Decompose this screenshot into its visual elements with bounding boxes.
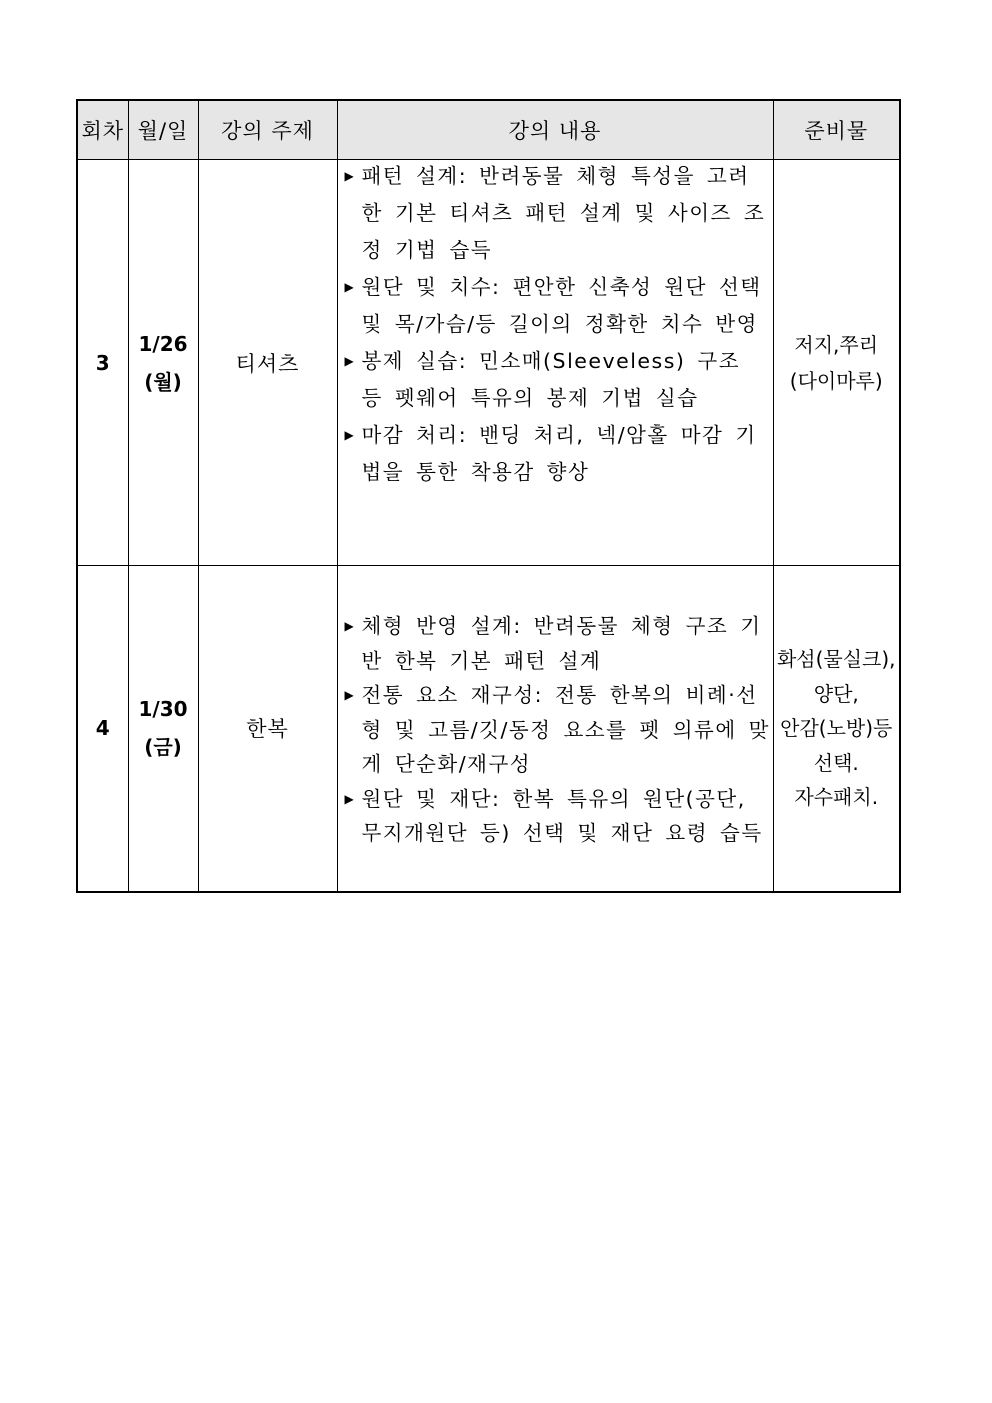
triangle-right-icon: ▶ [344, 791, 356, 806]
weekday-value: (금) [144, 735, 182, 760]
header-date: 월/일 [128, 100, 198, 160]
content-text: 마감 처리: 밴딩 처리, 넥/암홀 마감 기법을 통한 착용감 향상 [361, 423, 757, 484]
session-number: 3 [77, 160, 128, 566]
date-value: 1/26 [138, 331, 188, 356]
session-date [128, 566, 198, 892]
list-item [338, 678, 773, 782]
material-item: (다이마루) [789, 368, 883, 393]
content-text: 봉제 실습: 민소매(Sleeveless) 구조 등 펫웨어 특유의 봉제 기법 실습 [361, 349, 741, 410]
lecture-content [337, 566, 773, 892]
material-item: 안감(노방)등 [780, 716, 893, 740]
list-item [338, 782, 773, 851]
content-list [338, 609, 773, 851]
content-text: 패턴 설계: 반려동물 체형 특성을 고려한 기본 티셔츠 패턴 설계 및 사이즈 조정 기법 습득 [361, 164, 766, 262]
content-list [338, 158, 773, 491]
triangle-right-icon: ▶ [344, 688, 356, 702]
lecture-schedule-table [76, 99, 901, 893]
lecture-topic: 한복 [198, 566, 337, 892]
weekday-value: (월) [144, 369, 182, 394]
list-item [338, 417, 773, 491]
table-header-row [77, 100, 900, 160]
lecture-content [337, 160, 773, 566]
material-item: 화섬(물실크), [776, 647, 896, 671]
list-item [338, 609, 773, 678]
list-item [338, 269, 773, 343]
triangle-right-icon: ▶ [344, 619, 356, 633]
header-topic: 강의 주제 [198, 100, 337, 160]
session-number: 4 [77, 566, 128, 892]
content-text: 원단 및 치수: 편안한 신축성 원단 선택 및 목/가슴/등 길이의 정확한 치수 반영 [361, 275, 762, 336]
header-materials: 준비물 [773, 100, 900, 160]
materials [773, 160, 900, 566]
material-item: 저지,쭈리 [794, 332, 879, 357]
triangle-right-icon: ▶ [344, 280, 356, 294]
table-row [77, 566, 900, 892]
triangle-right-icon: ▶ [344, 169, 356, 183]
content-text: 원단 및 재단: 한복 특유의 원단(공단, 무지개원단 등) 선택 및 재단 요령 습득 [361, 786, 763, 845]
material-item: 양단, [813, 681, 859, 706]
triangle-right-icon: ▶ [344, 354, 356, 368]
header-session: 회차 [77, 100, 128, 160]
session-date [128, 160, 198, 566]
content-text: 체형 반영 설계: 반려동물 체형 구조 기반 한복 기본 패턴 설계 [361, 614, 762, 673]
table-row [77, 160, 900, 566]
materials [773, 566, 900, 892]
list-item [338, 343, 773, 417]
triangle-right-icon: ▶ [344, 428, 356, 442]
material-item: 선택. [813, 750, 859, 775]
material-item: 자수패치. [794, 785, 879, 809]
list-item [338, 158, 773, 269]
date-value: 1/30 [138, 697, 188, 722]
lecture-topic: 티셔츠 [198, 160, 337, 566]
content-text: 전통 요소 재구성: 전통 한복의 비례·선형 및 고름/깃/동정 요소를 펫 의류에 맞게 단순화/재구성 [361, 683, 770, 776]
header-content: 강의 내용 [337, 100, 773, 160]
